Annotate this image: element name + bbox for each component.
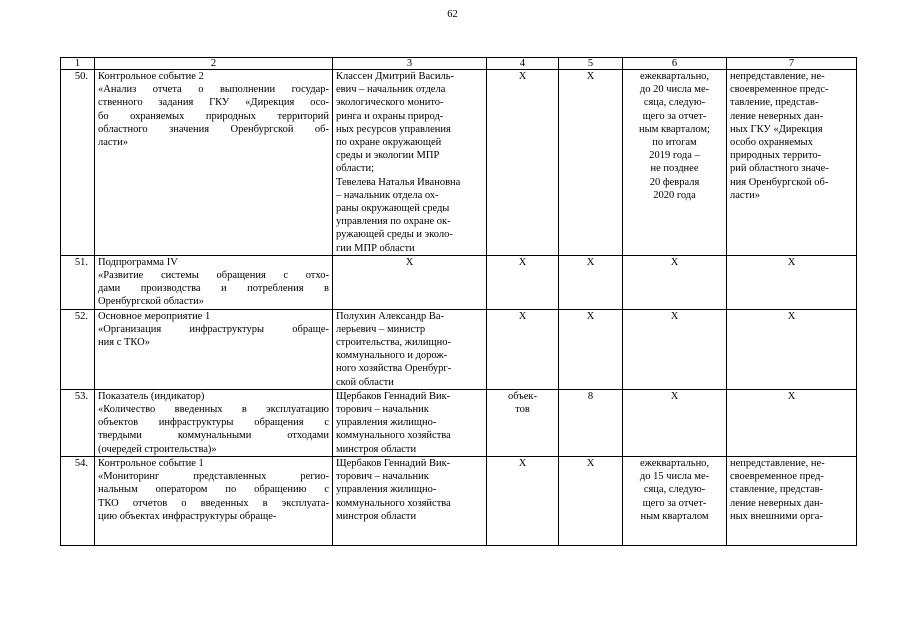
cell-line: области; [336,163,375,175]
cell-line: дами производства и потребления в [98,283,329,295]
cell-line: ния Оренбургской об- [730,176,829,188]
cell-line: Х [518,310,527,322]
cell-line: ным кварталом [640,510,709,522]
cell-line: по итогам [652,137,697,149]
cell-line: ных внешними орга- [730,510,823,522]
cell-line: ской области [336,376,394,388]
cell-line: «Количество введенных в эксплуатацию [98,404,329,416]
cell-line: Основное мероприятие 1 [98,310,211,322]
description-body [98,403,329,456]
cell-line: ежеквартально, [639,71,710,82]
cell-line: раны окружающей среды [336,203,450,215]
cell-line: Тевелева Наталья Ивановна [336,176,461,188]
cell-line: объектов инфраструктуры обращения с [98,417,329,429]
cell-line: Х [787,256,796,268]
risk-cell [727,456,857,545]
cell-line: торович – начальник [336,471,429,483]
table-row [61,456,857,545]
header-row [61,58,857,70]
table-row [61,389,857,456]
description-body [98,83,329,149]
description-body [98,269,329,309]
responsible-cell [333,309,487,389]
cell-line: ным кварталом; [639,123,710,135]
cell-line: ласти» [730,189,761,201]
cell-line: Х [787,310,796,322]
cell-line: минстроя области [336,510,417,522]
cell-line: объек- [507,390,538,402]
row-number-cell: 53. [61,389,95,456]
cell-line: Х [518,256,527,268]
cell-line: природных террито- [730,150,822,162]
cell-line: щего за отчет- [642,497,707,509]
cell-line: ружающей среды и эколо- [336,229,453,241]
cell-line: торович – начальник [336,404,429,416]
cell-line: среды и экологии МПР [336,150,440,162]
cell-line: ния с ТКО» [98,337,150,349]
cell-line: – начальник отдела ох- [336,189,439,201]
header-cell: 5 [559,58,623,70]
cell-line: «Анализ отчета о выполнении государ- [98,84,329,96]
unit-cell [487,456,559,545]
cell-line: ного хозяйства Оренбург- [336,363,452,375]
table-row [61,255,857,309]
description-cell [95,456,333,545]
cell-line: цию объектах инфраструктуры обраще- [98,510,277,522]
cell-line: Х [518,457,527,469]
cell-line: управления жилищно- [336,417,437,429]
cell-line: ТКО отчетов о введенных в эксплуата- [98,497,329,509]
cell-line: коммунального хозяйства [336,497,451,509]
cell-line: ежеквартально, [639,457,710,469]
cell-line: Полухин Александр Ва- [336,310,445,322]
cell-line: ставление, представ- [730,484,824,496]
deadline-cell [623,456,727,545]
cell-line: ринга и охраны природ- [336,110,444,122]
cell-line: до 15 числа ме- [639,471,710,483]
deadline-cell [623,255,727,309]
cell-line: Щербаков Геннадий Вик- [336,390,451,402]
header-cell: 3 [333,58,487,70]
cell-line: по охране окружающей [336,137,442,149]
cell-line: 2020 года [653,189,696,201]
description-cell [95,309,333,389]
cell-line: непредставление, не- [730,71,825,82]
cell-line: гии МПР области [336,242,415,254]
description-body [98,323,329,349]
cell-line: Классен Дмитрий Василь- [336,71,454,82]
header-cell: 4 [487,58,559,70]
responsible-cell [333,70,487,256]
cell-line: тов [515,404,530,416]
value-cell: Х [559,70,623,256]
unit-cell [487,70,559,256]
cell-line: непредставление, не- [730,457,825,469]
responsible-cell [333,389,487,456]
risk-cell [727,389,857,456]
cell-line: Х [670,390,679,402]
cell-line: сяца, следую- [643,97,706,109]
cell-line: (очередей строительства)» [98,443,217,455]
cell-line: Контрольное событие 1 [98,457,204,469]
cell-line: управления по охране ок- [336,216,451,228]
cell-line: Х [787,390,796,402]
value-cell: 8 [559,389,623,456]
cell-line: Показатель (индикатор) [98,390,205,402]
cell-line: своевременное предс- [730,84,829,96]
cell-line: строительства, жилищно- [336,337,451,349]
cell-line: Щербаков Геннадий Вик- [336,457,451,469]
cell-line: ных ГКУ «Дирекция [730,123,823,135]
description-cell [95,255,333,309]
cell-line: твердыми коммунальными отходами [98,430,329,442]
cell-line: Х [670,256,679,268]
cell-line: Х [670,310,679,322]
cell-line: Х [405,256,414,268]
description-cell [95,389,333,456]
table-row [61,70,857,256]
cell-line: до 20 числа ме- [639,84,710,96]
row-number-cell: 54. [61,456,95,545]
cell-line: евич – начальник отдела [336,84,446,96]
cell-line: «Развитие системы обращения с отхо- [98,270,329,282]
cell-line: ление неверных дан- [730,110,824,122]
cell-line: бо охраняемых природных территорий [98,110,329,122]
unit-cell [487,255,559,309]
cell-line: сяца, следую- [643,484,706,496]
cell-line: экологического монито- [336,97,444,109]
unit-cell [487,309,559,389]
header-cell: 1 [61,58,95,70]
data-table [60,57,857,546]
cell-line: тавление, представ- [730,97,819,109]
header-cell: 6 [623,58,727,70]
description-body [98,470,329,523]
cell-line: Оренбургской области» [98,296,204,308]
table-row [61,309,857,389]
deadline-cell [623,70,727,256]
cell-line: не позднее [650,163,699,175]
cell-line: ственного задания ГКУ «Дирекция осо- [98,97,329,109]
cell-line: «Мониторинг представленных регио- [98,471,329,483]
cell-line: ласти» [98,137,129,149]
cell-line: коммунального хозяйства [336,430,451,442]
cell-line: коммунального и дорож- [336,350,448,362]
page-number: 62 [447,9,458,20]
cell-line: ление неверных дан- [730,497,824,509]
header-cell: 7 [727,58,857,70]
description-cell [95,70,333,256]
cell-line: щего за отчет- [642,110,707,122]
cell-line: управления жилищно- [336,484,437,496]
row-number-cell: 50. [61,70,95,256]
responsible-cell [333,456,487,545]
cell-line: ных ресурсов управления [336,123,451,135]
cell-line: областного значения Оренбургской об- [98,123,329,135]
header-cell: 2 [95,58,333,70]
cell-line: рий областного значе- [730,163,829,175]
risk-cell [727,70,857,256]
cell-line: минстроя области [336,443,417,455]
deadline-cell [623,389,727,456]
row-number-cell: 51. [61,255,95,309]
cell-line: нальным оператором по обращению с [98,484,329,496]
cell-line: особо охраняемых [730,137,813,149]
cell-line: 2019 года – [649,150,700,162]
cell-line: Х [518,71,527,82]
deadline-cell [623,309,727,389]
cell-line: «Организация инфраструктуры обраще- [98,323,329,335]
responsible-cell [333,255,487,309]
cell-line: Контрольное событие 2 [98,71,204,82]
cell-line: 20 февраля [649,176,700,188]
unit-cell [487,389,559,456]
value-cell: Х [559,255,623,309]
row-number-cell: 52. [61,309,95,389]
value-cell: Х [559,309,623,389]
cell-line: своевременное пред- [730,471,824,483]
risk-cell [727,255,857,309]
cell-line: Подпрограмма IV [98,256,178,268]
value-cell: Х [559,456,623,545]
cell-line: лерьевич – министр [336,323,426,335]
risk-cell [727,309,857,389]
